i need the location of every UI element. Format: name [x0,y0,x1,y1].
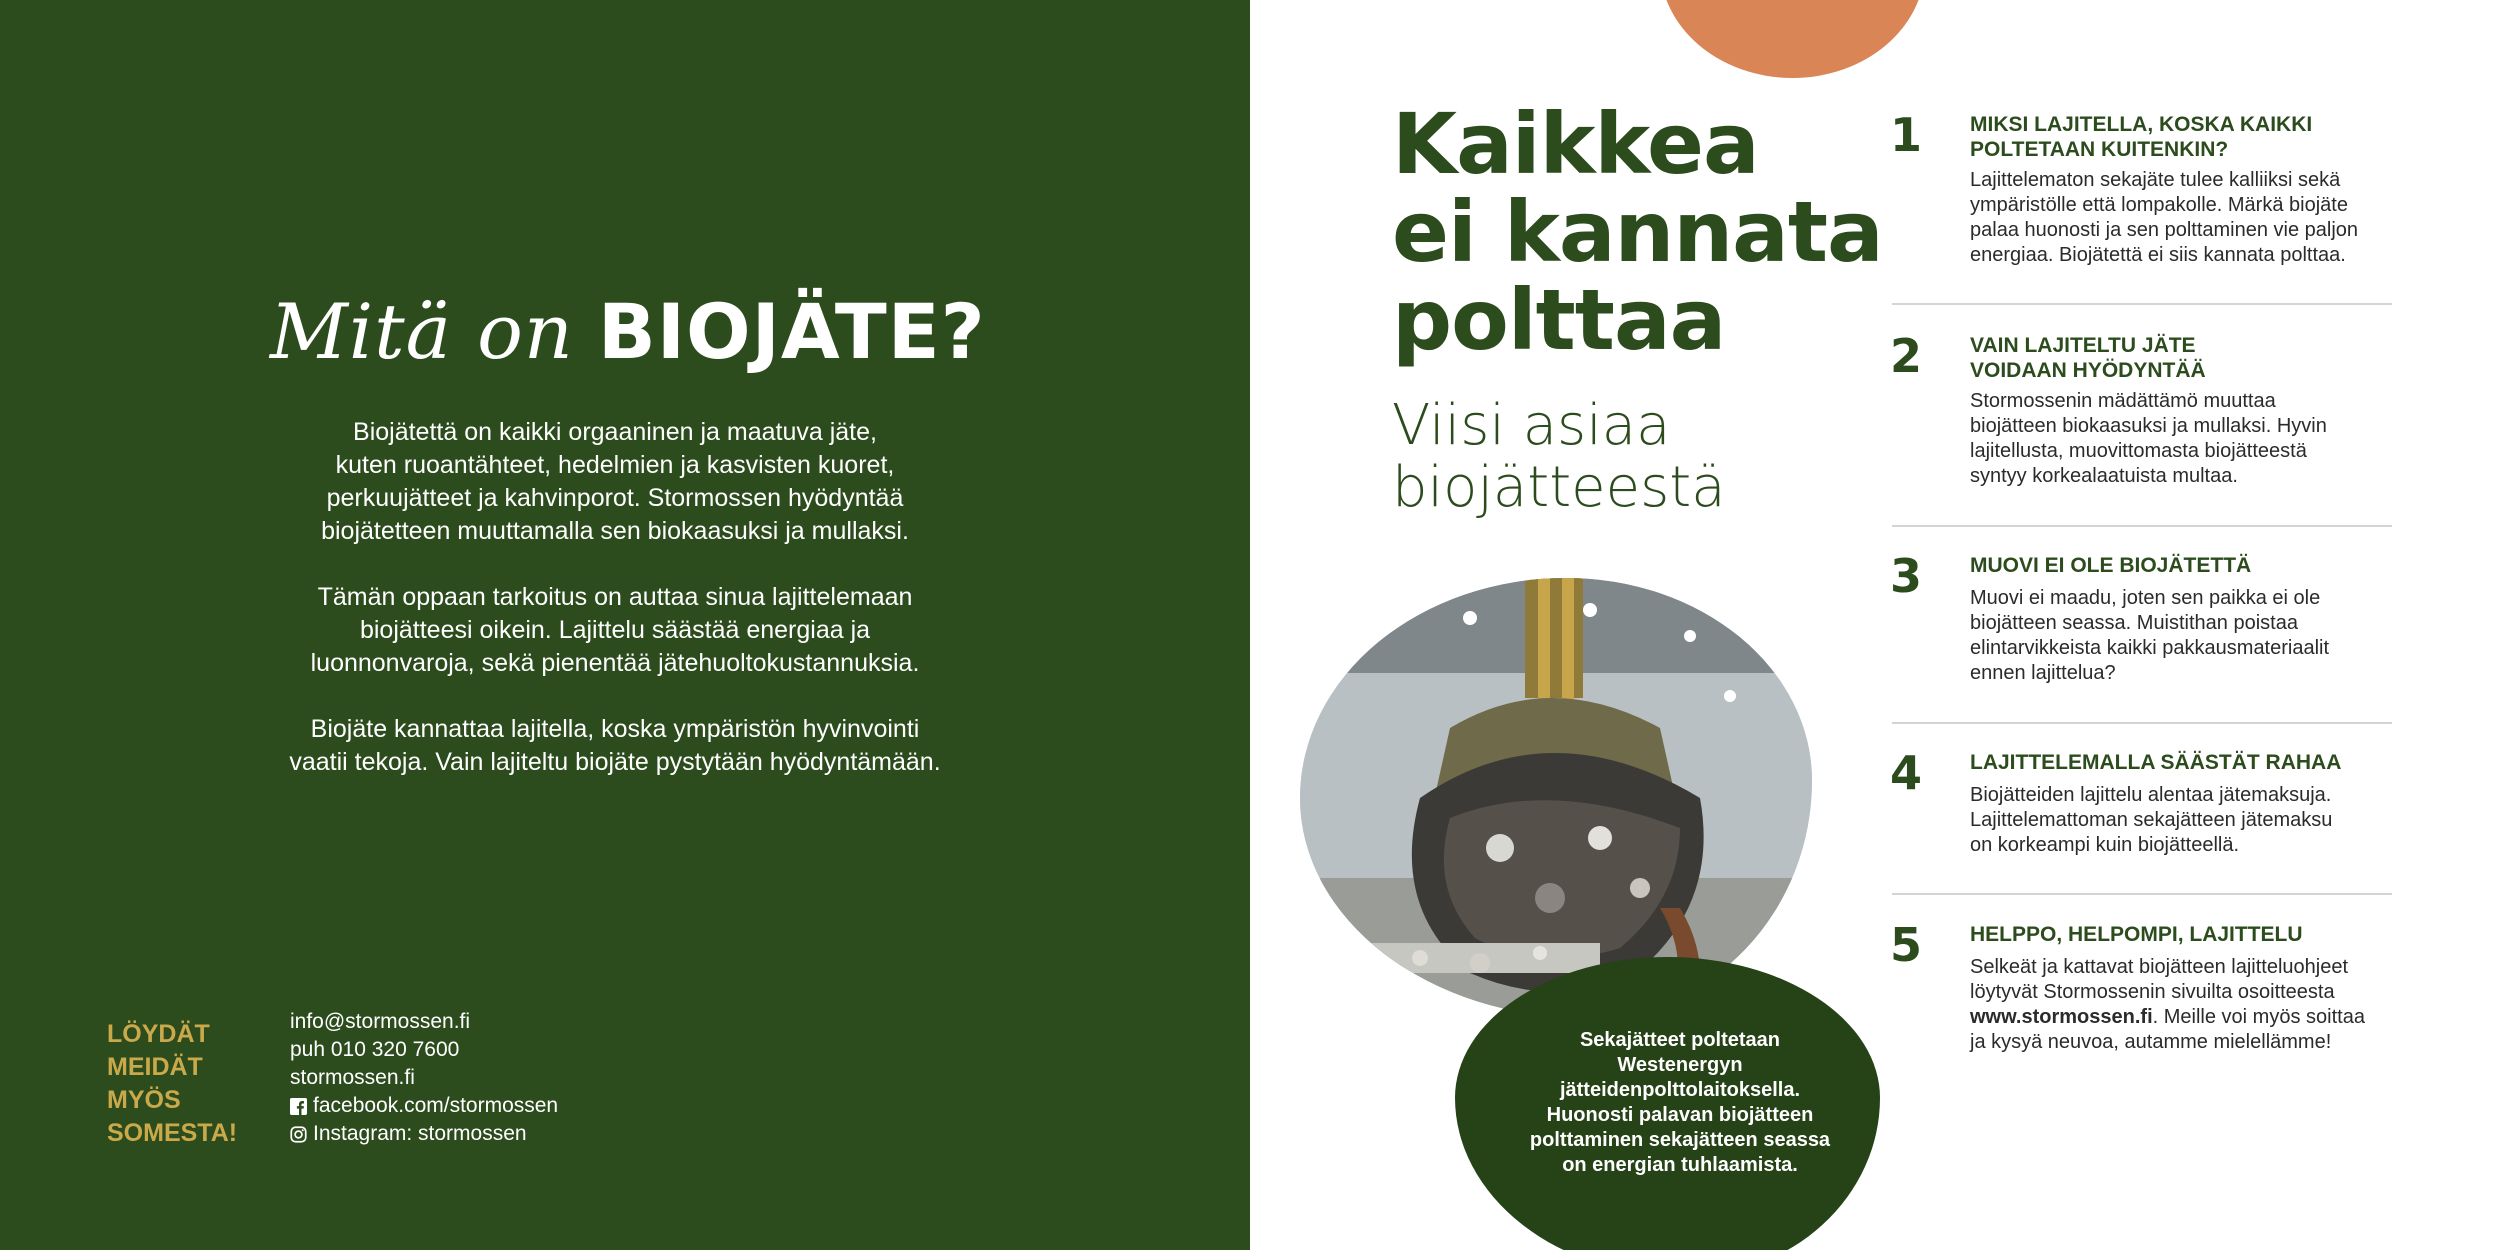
email-link[interactable]: info@stormossen.fi [290,1010,471,1033]
title-line: ei kannata [1392,183,1883,281]
body-line: ennen lajittelua? [1970,662,2116,684]
item-number: 5 [1890,918,1923,972]
somesta-line: LÖYDÄT [107,1020,210,1048]
instagram-icon [290,1126,307,1143]
item-body [1970,783,2390,858]
item-title [1970,750,2390,775]
divider [1892,303,2392,305]
right-subtitle [1392,395,1792,519]
intro-paragraph-1 [250,416,980,548]
title-line: MIKSI LAJITELLA, KOSKA KAIKKI [1970,113,2313,136]
caption-line: jätteidenpolttolaitoksella. [1559,1079,1801,1101]
text-line: perkuujätteet ja kahvinporot. Stormossen hyödyntää [326,484,904,512]
body-line: Lajittelematon sekajäte tulee kalliiksi sekä [1970,169,2341,191]
divider [1892,525,2392,527]
body-line: energiaa. Biojätettä ei siis kannata polttaa. [1970,244,2346,266]
photo-caption [1500,1028,1860,1178]
instagram-label: Instagram: stormossen [313,1122,527,1145]
body-line: elintarvikkeista kaikki pakkausmateriaalit [1970,637,2330,659]
text-line: Tämän oppaan tarkoitus on auttaa sinua lajittelemaan [317,583,913,611]
intro-paragraph-3 [250,713,980,779]
website-link[interactable]: stormossen.fi [290,1066,415,1089]
orange-decorative-blob [1660,0,1925,78]
main-heading [270,250,990,376]
caption-line: Sekajätteet poltetaan [1579,1029,1781,1051]
body-line: on korkeampi kuin biojätteellä. [1970,834,2240,856]
item-body [1970,168,2390,268]
intro-paragraph-2 [250,581,980,680]
title-line: VAIN LAJITELTU JÄTE [1970,334,2196,357]
list-item-2 [1890,329,2390,503]
title-line: VOIDAAN HYÖDYNTÄÄ [1970,359,2206,382]
facebook-icon [290,1098,307,1115]
title-line: MUOVI EI OLE BIOJÄTETTÄ [1970,554,2252,577]
item-title [1970,333,2390,383]
body-text: . Meille voi myös soittaa [2152,1006,2365,1028]
caption-line: polttaminen sekajätteen seassa [1529,1129,1831,1151]
body-line: Selkeät ja kattavat biojätteen lajitteluohjeet [1970,956,2349,978]
body-line [1970,1005,2390,1030]
text-line: Biojäte kannattaa lajitella, koska ympäristön hyvinvointi [310,715,920,743]
list-item-5 [1890,918,2390,1072]
divider [1892,893,2392,895]
somesta-line: MEIDÄT [107,1053,203,1081]
body-line: ja kysyä neuvoa, autamme mielellämme! [1970,1031,2332,1053]
item-body [1970,389,2390,489]
waste-grapple-illustration [1300,578,1812,1018]
body-line: Lajittelemattoman sekajätteen jätemaksu [1970,809,2333,831]
title-line: POLTETAAN KUITENKIN? [1970,138,2229,161]
instagram-link[interactable] [290,1120,710,1148]
item-number: 2 [1890,329,1923,383]
text-line: kuten ruoantähteet, hedelmien ja kasvisten kuoret, [335,451,895,479]
subtitle-line: biojätteestä [1392,455,1726,520]
item-body [1970,955,2390,1055]
caption-line: Huonosti palavan biojätteen [1546,1104,1814,1126]
divider [1892,722,2392,724]
body-line: biojätteen seassa. Muistithan poistaa [1970,612,2298,634]
body-line: syntyy korkealaatuista multaa. [1970,465,2238,487]
item-number: 1 [1890,108,1923,162]
somesta-line: MYÖS [107,1086,181,1114]
body-line: biojätteen biokaasuksi ja mullaksi. Hyvin [1970,415,2327,437]
text-line: vaatii tekoja. Vain lajiteltu biojäte pystytään hyödyntämään. [289,748,941,776]
somesta-label [107,1018,277,1150]
text-line: biojätteesi oikein. Lajittelu säästää energiaa ja [359,616,871,644]
subtitle-line: Viisi asiaa [1392,393,1671,458]
waste-grapple-photo [1300,578,1812,1018]
body-line: Muovi ei maadu, joten sen paikka ei ole [1970,587,2321,609]
body-line: palaa huonosti ja sen polttaminen vie paljon [1970,219,2359,241]
phone-number[interactable]: puh 010 320 7600 [290,1038,460,1061]
list-item-4 [1890,746,2390,880]
item-title [1970,112,2390,162]
list-item-1 [1890,108,2390,282]
item-title [1970,553,2390,578]
body-line: Stormossenin mädättämö muuttaa [1970,390,2276,412]
body-line: lajitellusta, muovittomasta biojätteestä [1970,440,2307,462]
facebook-link[interactable] [290,1092,710,1120]
somesta-line: SOMESTA! [107,1119,238,1147]
website-link[interactable]: www.stormossen.fi [1970,1006,2153,1028]
caption-line: Westenergyn [1617,1054,1743,1076]
intro-text [250,416,980,812]
item-number: 3 [1890,549,1923,603]
item-number: 4 [1890,746,1923,800]
title-line: polttaa [1392,271,1726,369]
text-line: luonnonvaroja, sekä pienentää jätehuoltokustannuksia. [310,649,920,677]
heading-bold: BIOJÄTE? [597,287,986,376]
contact-list [290,1008,710,1148]
list-item-3 [1890,549,2390,703]
text-line: biojätetteen muuttamalla sen biokaasuksi ja mullaksi. [321,517,909,545]
item-body [1970,586,2390,686]
caption-line: on energian tuhlaamista. [1562,1154,1798,1176]
title-line: LAJITTELEMALLA SÄÄSTÄT RAHAA [1970,751,2342,774]
right-title [1392,95,1883,369]
facebook-label: facebook.com/stormossen [313,1094,559,1117]
body-line: ympäristölle että lompakolle. Märkä biojäte [1970,194,2348,216]
heading-script: Mitä on [270,287,574,376]
title-line: HELPPO, HELPOMPI, LAJITTELU [1970,923,2303,946]
title-line: Kaikkea [1392,95,1759,193]
body-line: Biojätteiden lajittelu alentaa jätemaksuja. [1970,784,2332,806]
item-title [1970,922,2390,947]
body-line: löytyvät Stormossenin sivuilta osoitteesta [1970,981,2335,1003]
text-line: Biojätettä on kaikki orgaaninen ja maatuva jäte, [353,418,877,446]
